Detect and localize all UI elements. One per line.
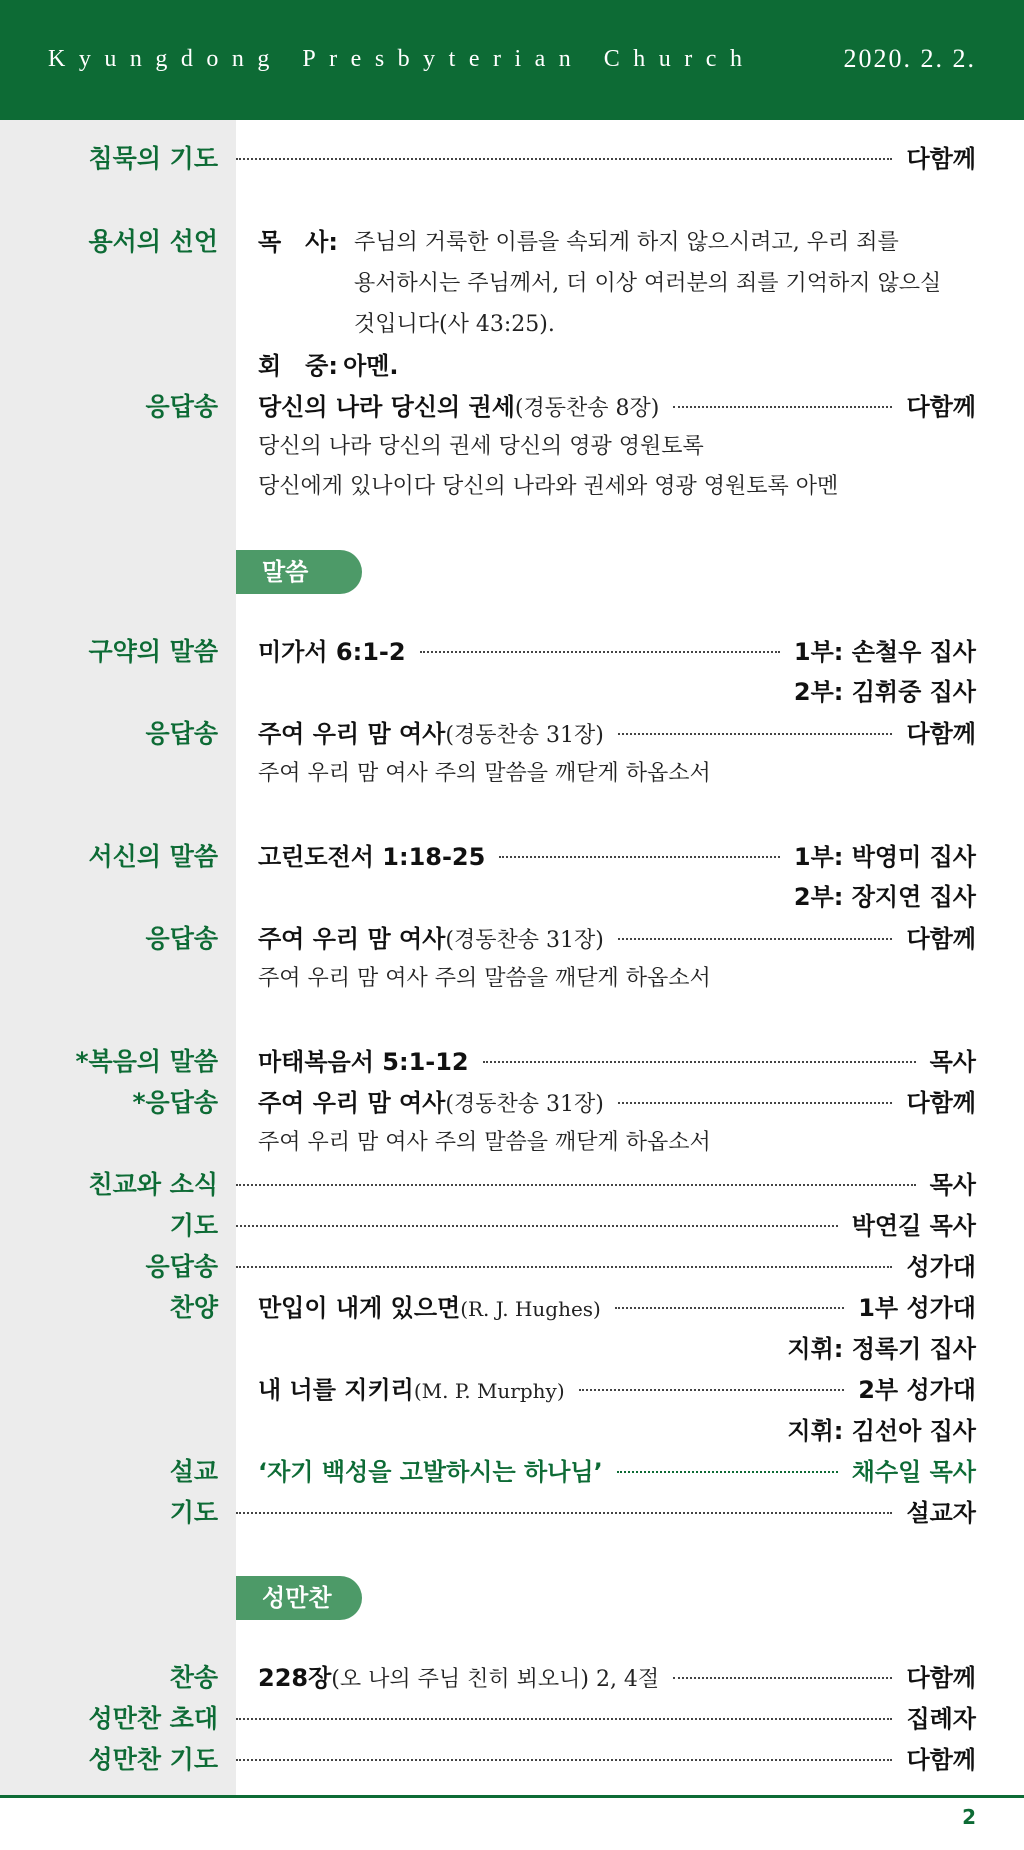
response-4-label: *응답송 <box>132 1088 218 1117</box>
response-5-leader: 성가대 <box>906 1253 976 1281</box>
sermon-label: 설교 <box>169 1457 218 1486</box>
response-1-label: 응답송 <box>145 392 218 421</box>
gospel-row <box>258 1046 976 1078</box>
response-3-title: 주여 우리 맘 여사 <box>258 925 446 953</box>
response-1-source: (경동찬송 8장) <box>514 396 660 421</box>
prayer-leader: 박연길 목사 <box>851 1212 976 1240</box>
fellowship-leader: 목사 <box>929 1171 976 1199</box>
anthem-row-2 <box>258 1374 976 1406</box>
sermon-prayer-row <box>236 1497 976 1529</box>
response-3-row <box>258 923 976 955</box>
anthem-label: 찬양 <box>169 1293 218 1322</box>
anthem-choir-2: 2부 성가대 <box>858 1376 976 1404</box>
response-4-title: 주여 우리 맘 여사 <box>258 1089 446 1117</box>
ot-reading-reader-2: 2부: 김휘중 집사 <box>793 678 976 706</box>
page-number: 2 <box>962 1805 976 1829</box>
leader-dots <box>236 158 892 160</box>
hymn-number: 228장 <box>258 1664 332 1692</box>
anthem-title-1: 만입이 내게 있으면 <box>258 1294 461 1322</box>
absolution-label: 용서의 선언 <box>88 227 218 256</box>
leader-dots <box>499 856 780 858</box>
response-2-lyric: 주여 우리 맘 여사 주의 말씀을 깨닫게 하옵소서 <box>258 761 711 786</box>
leader-dots <box>618 733 893 735</box>
sermon-title: ‘자기 백성을 고발하시는 하나님’ <box>258 1458 603 1486</box>
response-1-lyric-2: 당신에게 있나이다 당신의 나라와 권세와 영광 영원토록 아멘 <box>258 474 839 499</box>
communion-prayer-row <box>236 1744 976 1776</box>
epistle-reader-2: 2부: 장지연 집사 <box>793 883 976 911</box>
bulletin-date: 2020. 2. 2. <box>843 44 976 73</box>
leader-dots <box>618 1102 893 1104</box>
leader-dots <box>673 406 892 408</box>
response-1-title: 당신의 나라 당신의 권세 <box>258 393 515 421</box>
anthem-composer-1: (R. J. Hughes) <box>460 1297 601 1321</box>
communion-prayer-label: 성만찬 기도 <box>88 1745 218 1774</box>
anthem-conductor-1: 지휘: 정록기 집사 <box>787 1335 976 1363</box>
leader-dots <box>420 651 780 653</box>
sermon-prayer-label: 기도 <box>169 1498 218 1527</box>
leader-dots <box>236 1718 892 1720</box>
anthem-composer-2: (M. P. Murphy) <box>413 1379 565 1403</box>
epistle-title: 고린도전서 1:18-25 <box>258 843 486 871</box>
hymn-row <box>258 1662 976 1694</box>
epistle-row <box>258 841 976 873</box>
leader-dots <box>236 1225 838 1227</box>
silent-prayer-leader: 다함께 <box>906 145 976 173</box>
leader-dots <box>615 1307 844 1309</box>
epistle-reader-1: 1부: 박영미 집사 <box>793 843 976 871</box>
communion-invite-row <box>236 1703 976 1735</box>
absolution-pastor-role: 목 사: <box>258 228 338 256</box>
congregation-role: 회 중: <box>258 352 338 380</box>
prayer-row <box>236 1210 976 1242</box>
anthem-title-2: 내 너를 지키리 <box>258 1376 414 1404</box>
gospel-label: *복음의 말씀 <box>75 1047 218 1076</box>
response-2-row <box>258 718 976 750</box>
anthem-choir-1: 1부 성가대 <box>858 1294 976 1322</box>
fellowship-label: 친교와 소식 <box>88 1170 218 1199</box>
response-3-leader: 다함께 <box>906 925 976 953</box>
response-4-lyric: 주여 우리 맘 여사 주의 말씀을 깨닫게 하옵소서 <box>258 1130 711 1155</box>
response-1-lyric-1: 당신의 나라 당신의 권세 당신의 영광 영원토록 <box>258 434 704 459</box>
leader-dots <box>673 1677 892 1679</box>
gospel-title: 마태복음서 5:1-12 <box>258 1048 469 1076</box>
sermon-prayer-leader: 설교자 <box>906 1499 976 1527</box>
congregation-response: 아멘. <box>343 352 399 380</box>
leader-dots <box>617 1471 838 1473</box>
leader-dots <box>236 1512 892 1514</box>
leader-dots <box>236 1759 892 1761</box>
ot-reading-reader-1: 1부: 손철우 집사 <box>793 638 976 666</box>
label-sidebar <box>0 120 236 1795</box>
response-3-label: 응답송 <box>145 924 218 953</box>
hymn-label: 찬송 <box>169 1663 218 1692</box>
response-1-row <box>258 391 976 423</box>
response-4-source: (경동찬송 31장) <box>445 1092 604 1117</box>
leader-dots <box>236 1184 916 1186</box>
section-word-tab: 말씀 <box>236 550 362 594</box>
response-1-leader: 다함께 <box>906 393 976 421</box>
response-4-row <box>258 1087 976 1119</box>
gospel-reader: 목사 <box>929 1048 976 1076</box>
response-2-leader: 다함께 <box>906 720 976 748</box>
epistle-label: 서신의 말씀 <box>88 842 218 871</box>
anthem-row-1 <box>258 1292 976 1324</box>
response-5-label: 응답송 <box>145 1252 218 1281</box>
communion-invite-leader: 집례자 <box>906 1705 976 1733</box>
header-bar <box>0 0 1024 120</box>
response-4-leader: 다함께 <box>906 1089 976 1117</box>
hymn-leader: 다함께 <box>906 1664 976 1692</box>
absolution-pastor-text: 주님의 거룩한 이름을 속되게 하지 않으시려고, 우리 죄를 용서하시는 주님께서, 더 이상 여러분의 죄를 기억하지 않으실 것입니다(사 43:25). <box>354 230 942 337</box>
communion-invite-label: 성만찬 초대 <box>88 1704 218 1733</box>
fellowship-row <box>236 1169 976 1201</box>
absolution-congregation <box>258 350 399 385</box>
response-3-source: (경동찬송 31장) <box>445 928 604 953</box>
response-2-label: 응답송 <box>145 719 218 748</box>
anthem-conductor-2: 지휘: 김선아 집사 <box>787 1417 976 1445</box>
leader-dots <box>618 938 893 940</box>
response-3-lyric: 주여 우리 맘 여사 주의 말씀을 깨닫게 하옵소서 <box>258 966 711 991</box>
leader-dots <box>236 1266 892 1268</box>
communion-prayer-leader: 다함께 <box>906 1746 976 1774</box>
silent-prayer-label: 침묵의 기도 <box>88 144 218 173</box>
ot-reading-row <box>258 636 976 668</box>
response-2-source: (경동찬송 31장) <box>445 723 604 748</box>
response-2-title: 주여 우리 맘 여사 <box>258 720 446 748</box>
silent-prayer-row <box>236 143 976 175</box>
response-5-row <box>236 1251 976 1283</box>
hymn-detail: (오 나의 주님 친히 뵈오니) 2, 4절 <box>331 1667 660 1692</box>
sermon-preacher: 채수일 목사 <box>851 1458 976 1486</box>
ot-reading-title: 미가서 6:1-2 <box>258 638 406 666</box>
sermon-row <box>258 1456 976 1488</box>
ot-reading-label: 구약의 말씀 <box>88 637 218 666</box>
prayer-label: 기도 <box>169 1211 218 1240</box>
leader-dots <box>483 1061 916 1063</box>
section-communion-tab: 성만찬 <box>236 1576 362 1620</box>
footer-rule <box>0 1795 1024 1798</box>
church-name: Kyungdong Presbyterian Church <box>48 46 756 72</box>
leader-dots <box>579 1389 845 1391</box>
